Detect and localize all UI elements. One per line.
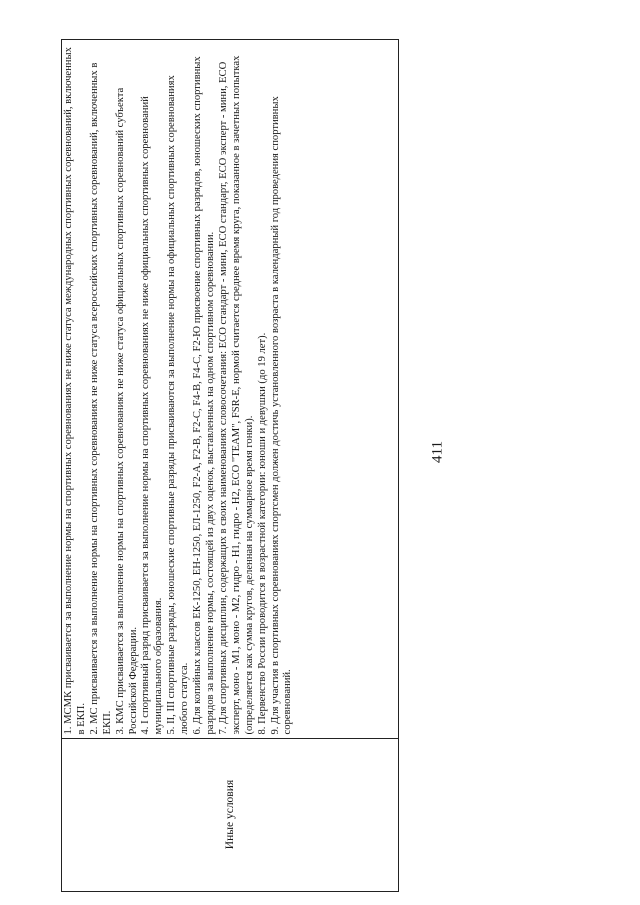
page-number: 411: [429, 441, 446, 463]
condition-item: 4. I спортивный разряд присваивается за выполнение нормы на спортивных соревнованиях не ниже официальных спортивных соревнований муниципального образования.: [140, 96, 165, 735]
condition-item: 5. II, III спортивные разряды, юношеские спортивные разряды присваиваются за выполнение нормы на официальных спортивных соревнованиях любого статуса.: [166, 75, 191, 735]
condition-item: 6. Для копийных классов ЕК-1250, ЕН-1250, ЕЛ-1250, F2-А, F2-В, F2-С, F4-В, F4-С, F2-Ю присвоение спортивных разрядов, юношеских спортивных разрядов за выполнение нормы, состоящей из двух оценок, выставленных на одном спортивном соревновании.: [192, 56, 216, 735]
condition-item: 8. Первенство России проводится в возрастной категории: юноши и девушки (до 19 лет).: [256, 332, 268, 735]
condition-item: 9. Для участия в спортивных соревнованиях спортсмен должен достичь установленного возраста в календарный год проведения спортивных соревнований.: [269, 96, 294, 735]
condition-item: 3. КМС присваивается за выполнение нормы на спортивных соревнованиях не ниже статуса официальных спортивных соревнований субъекта Российской Федерации.: [114, 87, 139, 735]
row-label-cell: [61, 738, 399, 892]
table-rotated-content: [61, 39, 399, 892]
row-label: Иные условия: [224, 779, 236, 850]
condition-item: 7. Для спортивных дисциплин, содержащих в своих наименованиях словосочетания: ЕСО стандарт - мини, ЕСО стандарт, ЕСО эксперт - мини, ЕСО эксперт, моно - М1, моно - М2, гидро - Н1, гидро - Н2, ЕСО "TEAM", FSR-Е, нормой считается среднее время круга, показанное в зачетных попытках (определяется как сумма кругов, деленная на суммарное время гонки).: [217, 55, 255, 735]
conditions-cell: [61, 42, 399, 735]
condition-item: 2. МС присваивается за выполнение нормы на спортивных соревнованиях не ниже статуса всероссийских спортивных соревнований, включенных в ЕКП.: [88, 62, 113, 735]
condition-item: 1. МСМК присваивается за выполнение нормы на спортивных соревнованиях не ниже статуса международных спортивных соревнований, включенных в ЕКП.: [63, 47, 87, 735]
